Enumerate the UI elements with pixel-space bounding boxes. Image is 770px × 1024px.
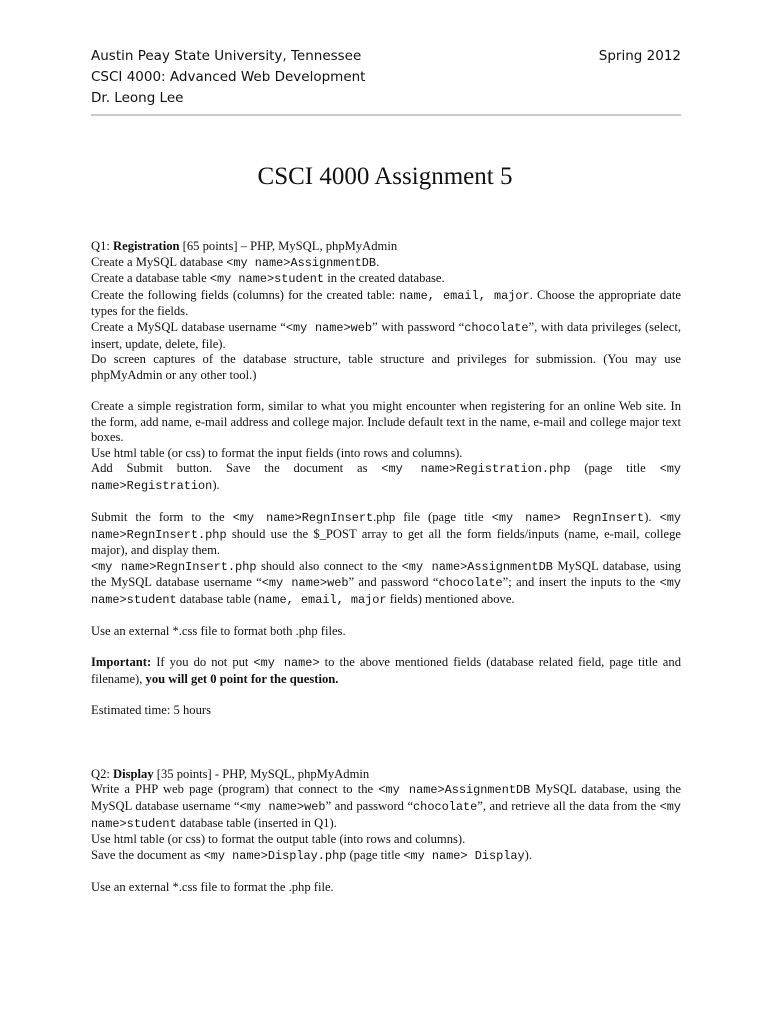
q1-css-note: Use an external *.css file to format both .php files. <box>91 624 346 639</box>
university-name: Austin Peay State University, Tennessee <box>91 48 362 64</box>
q2-heading: Q2: Display [35 points] - PHP, MySQL, phpMyAdmin <box>91 766 370 781</box>
course-name: CSCI 4000: Advanced Web Development <box>91 69 366 85</box>
q2-table-note: Use html table (or css) to format the output table (into rows and columns). <box>91 832 466 847</box>
q2-save-note: Save the document as <my name>Display.php (page title <my name> Display). <box>91 847 532 863</box>
q1-name: Registration <box>113 239 180 253</box>
header-divider <box>91 114 681 116</box>
q1-line-database: Create a MySQL database <my name>AssignmentDB. <box>91 254 380 270</box>
q1-line-fields: Create the following fields (columns) for the created table: name, email, major. Choose the appropriate date types for the fields. <box>91 287 681 319</box>
q2-css-note: Use an external *.css file to format the .php file. <box>91 879 334 894</box>
document-body <box>91 239 681 896</box>
q1-important-note: Important: If you do not put <my name> to the above mentioned fields (database related field, page title and filename), you will get 0 point for the question. <box>91 655 681 687</box>
q2-name: Display <box>113 766 154 781</box>
q1-line-username: Create a MySQL database username “<my name>web” with password “chocolate”, with data privileges (select, insert, update, delete, file). <box>91 319 681 351</box>
term: Spring 2012 <box>598 48 681 64</box>
instructor-name: Dr. Leong Lee <box>91 90 184 106</box>
q1-heading: Q1: Registration [65 points] – PHP, MySQL, phpMyAdmin <box>91 239 398 253</box>
q1-insert-paragraph: <my name>RegnInsert.php should also connect to the <my name>AssignmentDB MySQL database, using the MySQL database username “<my name>web” and password “chocolate”; and insert the inputs to the <my name>student database table (name, email, major fields) mentioned above. <box>91 558 681 608</box>
page-header <box>91 46 681 109</box>
q2-description: Write a PHP web page (program) that connect to the <my name>AssignmentDB MySQL database, using the MySQL database username “<my name>web” and password “chocolate”, and retrieve all the data from the <my name>student database table (inserted in Q1). <box>91 782 681 831</box>
q1-line-table: Create a database table <my name>student in the created database. <box>91 271 445 287</box>
q1-submit-paragraph: Submit the form to the <my name>RegnInsert.php file (page title <my name> RegnInsert). <my name>RegnInsert.php should use the $_POST array to get all the form fields/inputs (name, e-mail, college major), and display them. <box>91 510 681 558</box>
q1-estimated-time: Estimated time: 5 hours <box>91 703 211 718</box>
q1-form-table-note: Use html table (or css) to format the input fields (into rows and columns). <box>91 445 463 460</box>
q1-line-screenshots: Do screen captures of the database structure, table structure and privileges for submission. (You may use phpMyAdmin or any other tool.) <box>91 352 681 382</box>
q1-form-submit: Add Submit button. Save the document as <my name>Registration.php (page title <my name>Registration). <box>91 461 681 493</box>
document-title: CSCI 4000 Assignment 5 <box>257 163 513 190</box>
q1-form-description: Create a simple registration form, similar to what you might encounter when registering for an online Web site. In the form, add name, e-mail address and college major. Include default text in the name, e-mail and college major text boxes. <box>91 398 681 445</box>
